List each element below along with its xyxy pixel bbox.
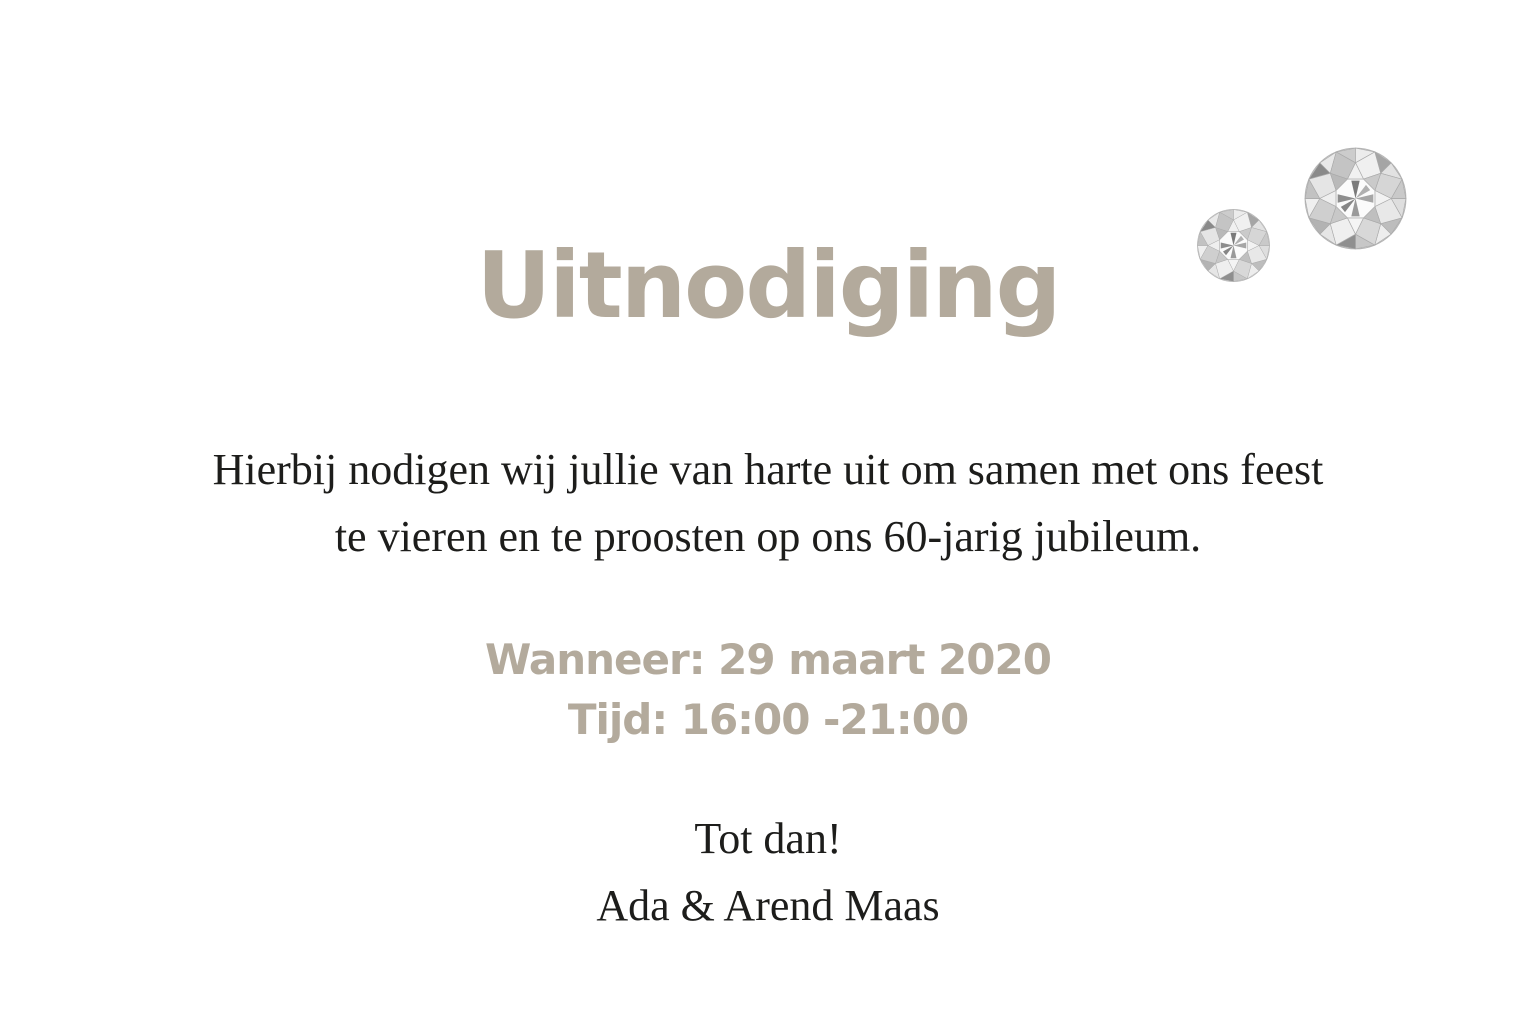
event-time: Tijd: 16:00 -21:00: [567, 695, 969, 744]
invitation-title: Uitnodiging: [476, 232, 1060, 339]
closing-block: [0, 805, 1536, 939]
event-date: Wanneer: 29 maart 2020: [485, 635, 1051, 684]
closing-names: Ada & Arend Maas: [596, 881, 940, 930]
intro-line-2: te vieren en te proosten op ons 60-jarig jubileum.: [334, 512, 1202, 561]
event-details: [0, 630, 1536, 750]
intro-paragraph: [0, 436, 1536, 570]
intro-line-1: Hierbij nodigen wij jullie van harte uit om samen met ons feest: [212, 445, 1324, 494]
diamond-icon: [1303, 146, 1408, 251]
closing-greeting: Tot dan!: [694, 814, 842, 863]
